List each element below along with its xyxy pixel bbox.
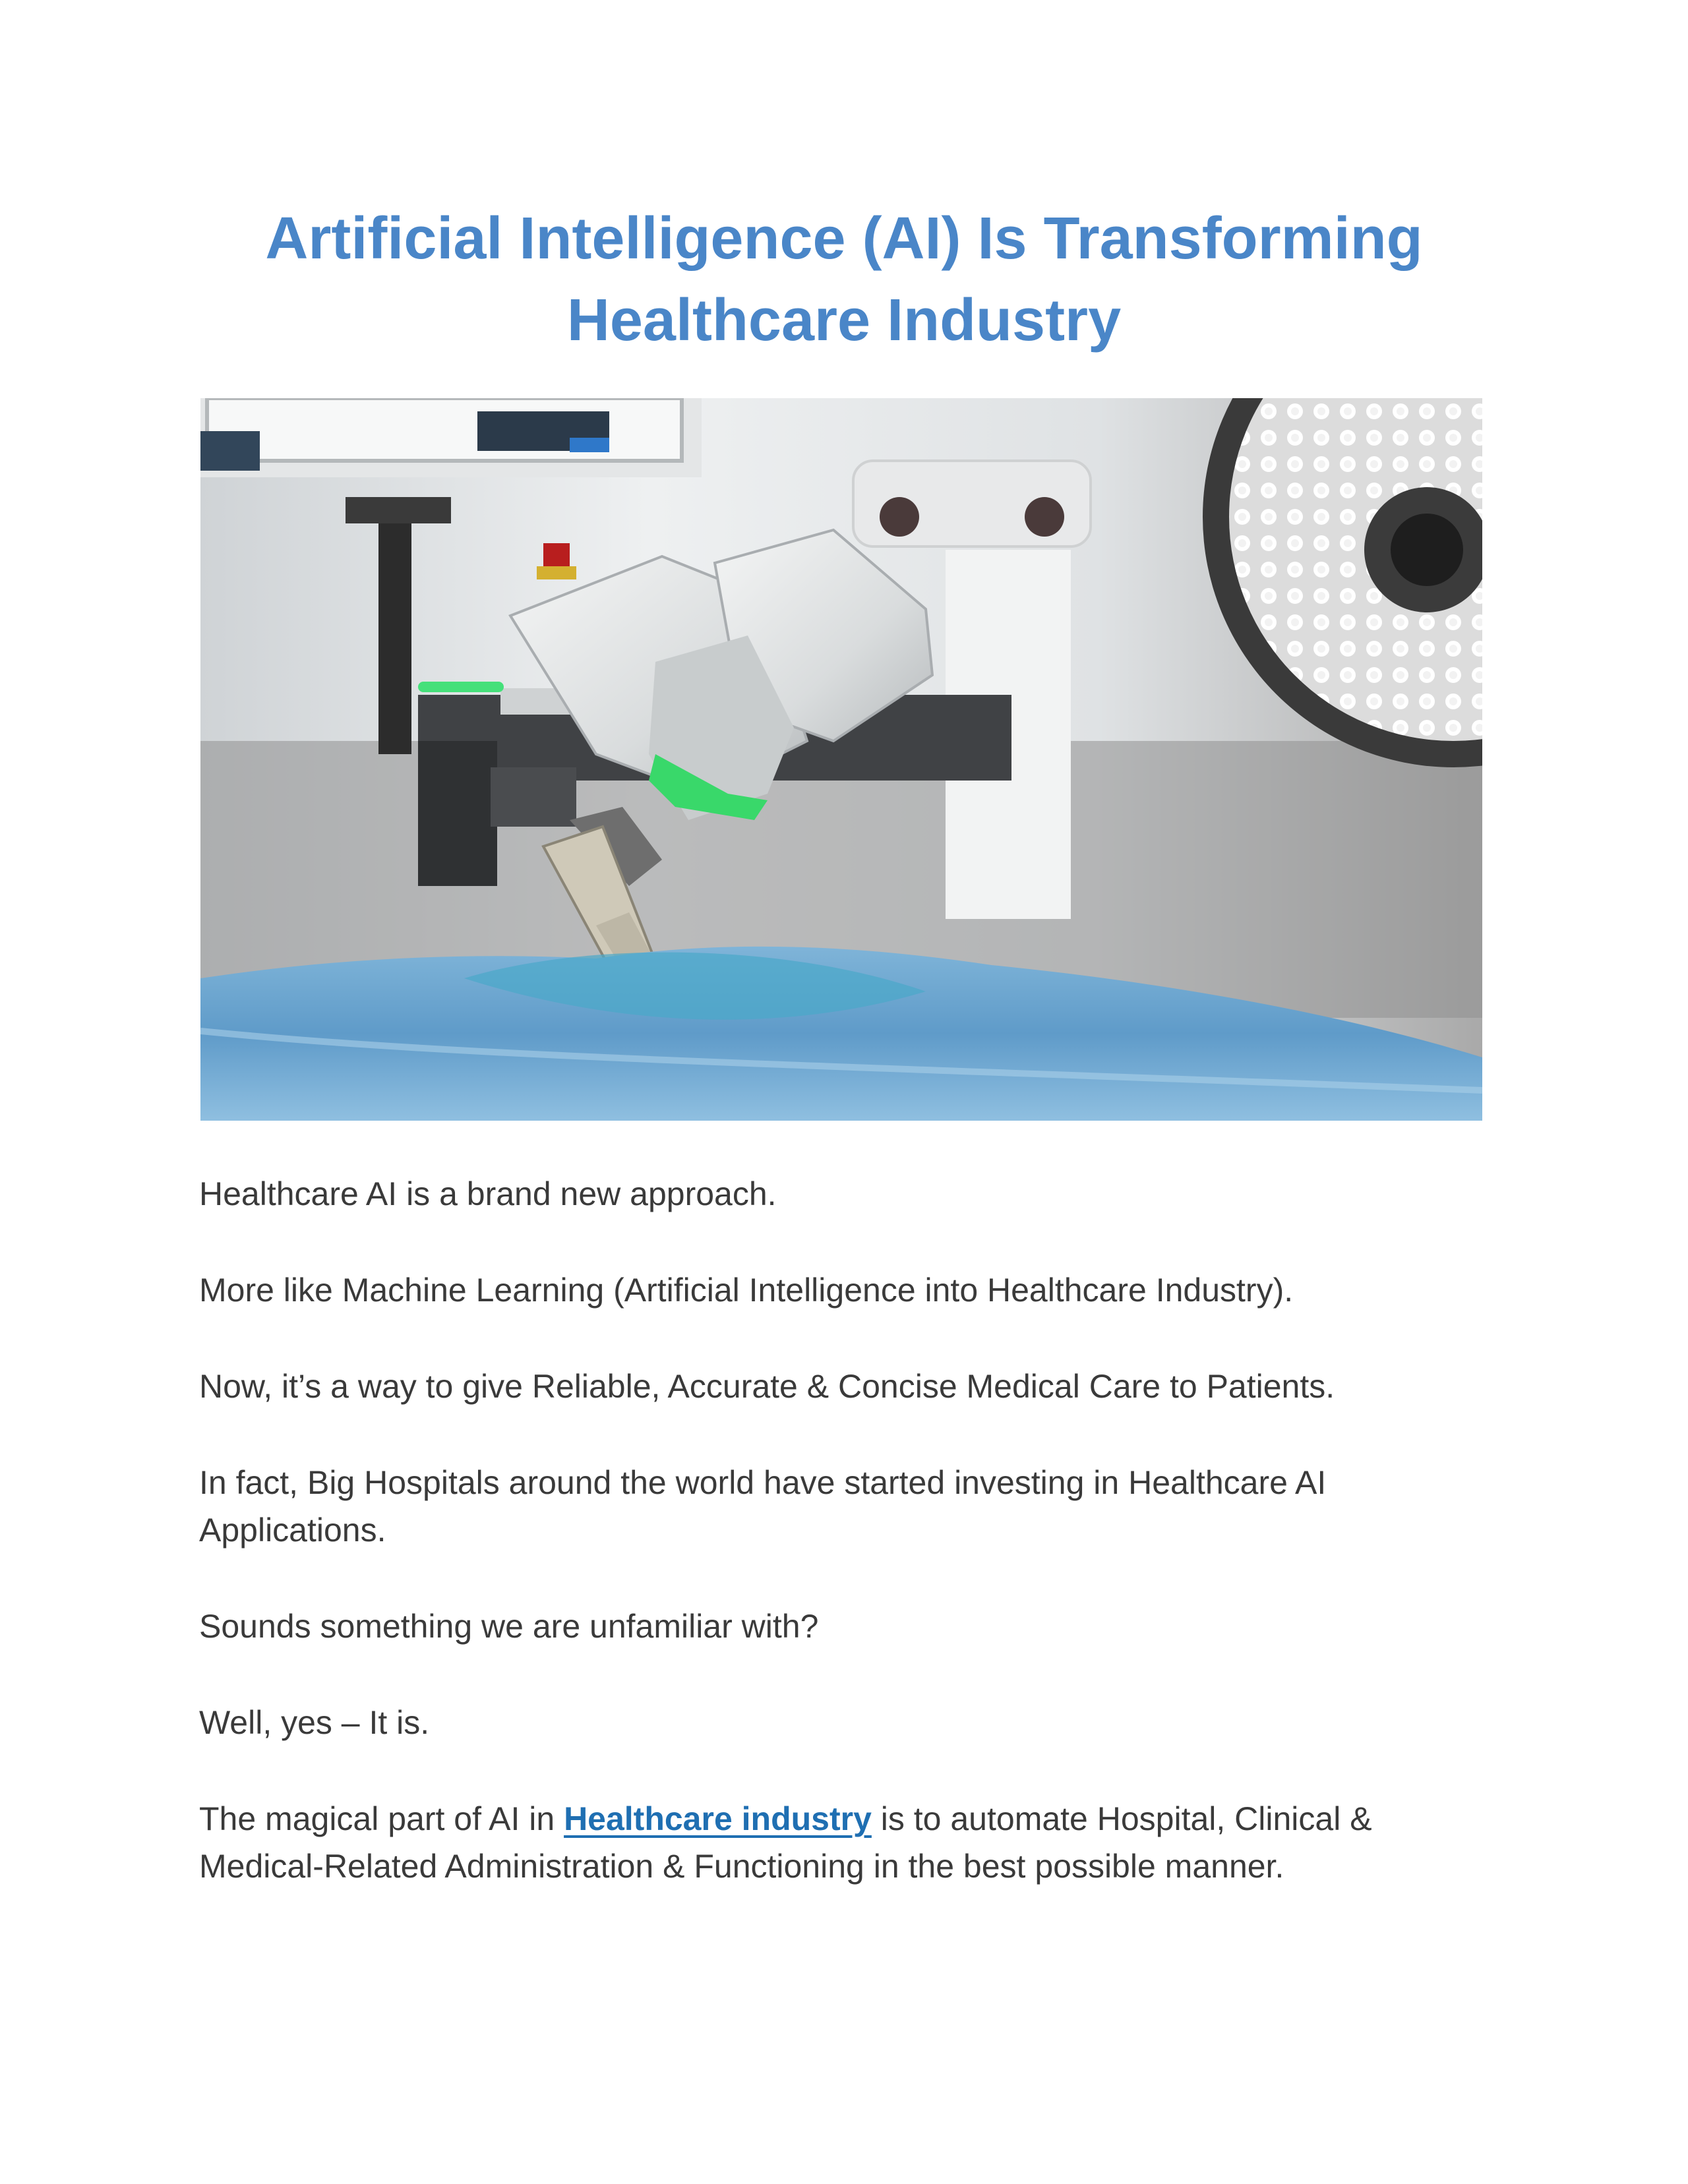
paragraph-4: In fact, Big Hospitals around the world have started investing in Healthcare AI Applications. <box>199 1464 1327 1549</box>
paragraph-6: Well, yes – It is. <box>199 1704 430 1741</box>
paragraph-3: Now, it’s a way to give Reliable, Accurate & Concise Medical Care to Patients. <box>199 1368 1335 1405</box>
surgical-robot-image <box>200 398 1482 1121</box>
paragraph-7-after-link: is to automate Hospital, Clinical & Medical-Related Administration & Functioning in the best possible manner. <box>199 1800 1372 1885</box>
healthcare-industry-link[interactable]: Healthcare industry <box>564 1800 872 1837</box>
paragraph-7-before-link: The magical part of AI in <box>199 1800 564 1837</box>
page-title: Artificial Intelligence (AI) Is Transforming Healthcare Industry <box>265 206 1423 353</box>
paragraph-7 <box>199 1795 1492 1890</box>
paragraph-2: More like Machine Learning (Artificial Intelligence into Healthcare Industry). <box>199 1272 1294 1309</box>
paragraph-1: Healthcare AI is a brand new approach. <box>199 1175 777 1212</box>
paragraph-5: Sounds something we are unfamiliar with? <box>199 1608 819 1645</box>
